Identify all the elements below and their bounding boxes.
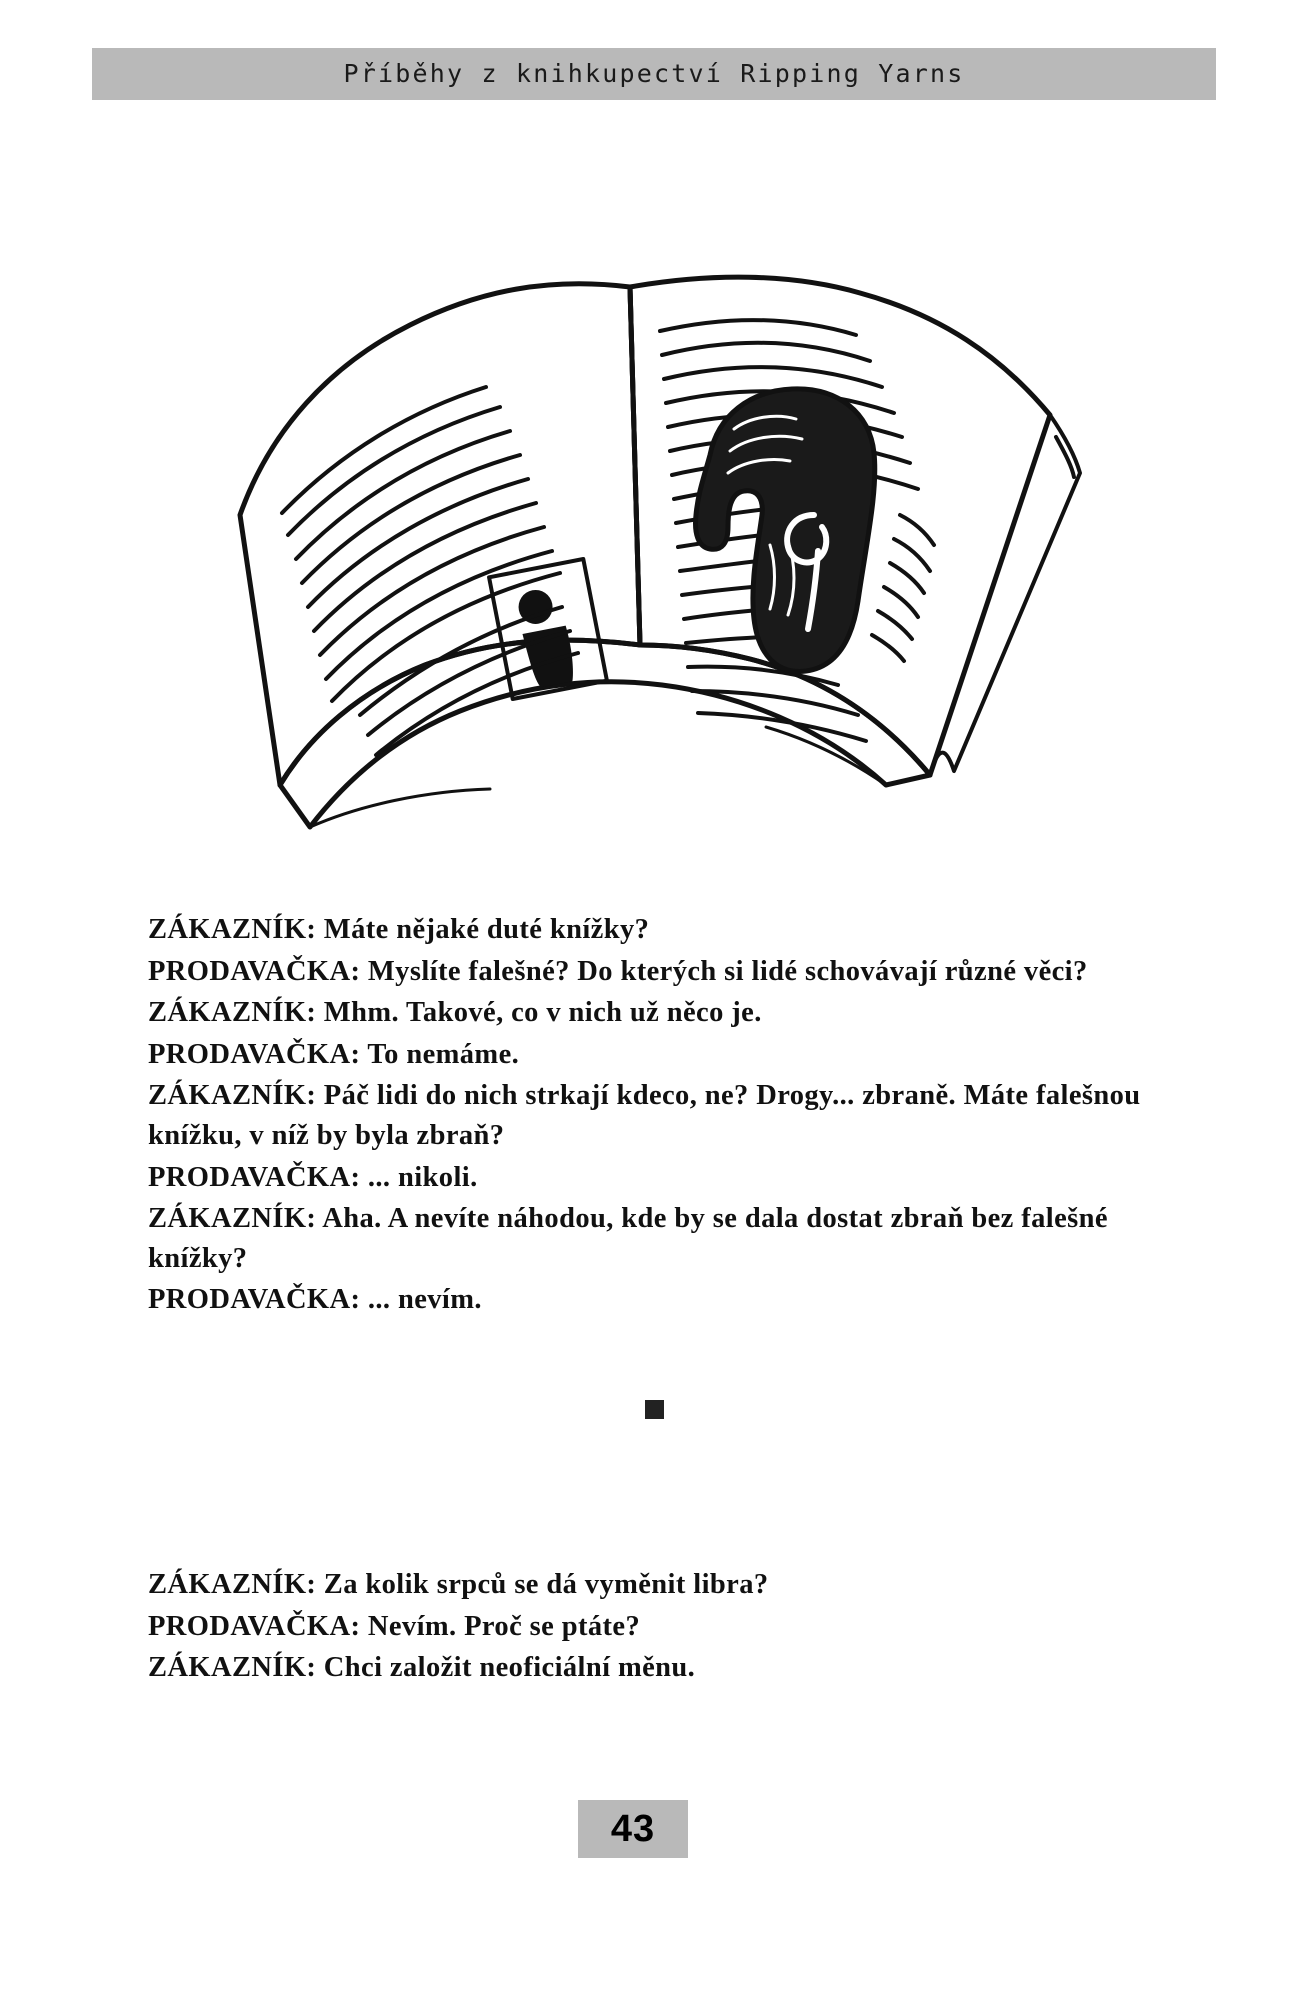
dialogue-line: PRODAVAČKA: To nemáme. (148, 1038, 520, 1070)
dialogue-line: PRODAVAČKA: Myslíte falešné? Do kterých si lidé schovávají různé věci? (148, 955, 1088, 987)
dialogue-block-two (148, 1565, 1158, 1690)
dialogue-line: ZÁKAZNÍK: Za kolik srpců se dá vyměnit libra? (148, 1569, 769, 1600)
dialogue-line: ZÁKAZNÍK: Aha. A nevíte náhodou, kde by se dala dostat zbraň bez falešné knížky? (148, 1203, 1108, 1274)
dialogue-line: ZÁKAZNÍK: Máte nějaké duté knížky? (148, 914, 650, 945)
dialogue-line: PRODAVAČKA: ... nevím. (148, 1284, 482, 1316)
open-book-illustration (210, 215, 1110, 845)
dialogue-line: ZÁKAZNÍK: Páč lidi do nich strkají kdeco, ne? Drogy... zbraně. Máte falešnou knížku, v níž by byla zbraň? (148, 1080, 1141, 1152)
dialogue-block-one (148, 910, 1158, 1322)
running-header-title: Příběhy z knihkupectví Ripping Yarns (343, 59, 965, 88)
page-number: 43 (578, 1800, 688, 1858)
dialogue-line: PRODAVAČKA: ... nikoli. (148, 1161, 478, 1193)
dialogue-line: PRODAVAČKA: Nevím. Proč se ptáte? (148, 1610, 641, 1642)
dialogue-line: ZÁKAZNÍK: Chci založit neoficiální měnu. (148, 1652, 696, 1684)
dialogue-line: ZÁKAZNÍK: Mhm. Takové, co v nich už něco je. (148, 997, 762, 1029)
section-separator (0, 1400, 1308, 1424)
separator-square-icon (645, 1400, 664, 1419)
